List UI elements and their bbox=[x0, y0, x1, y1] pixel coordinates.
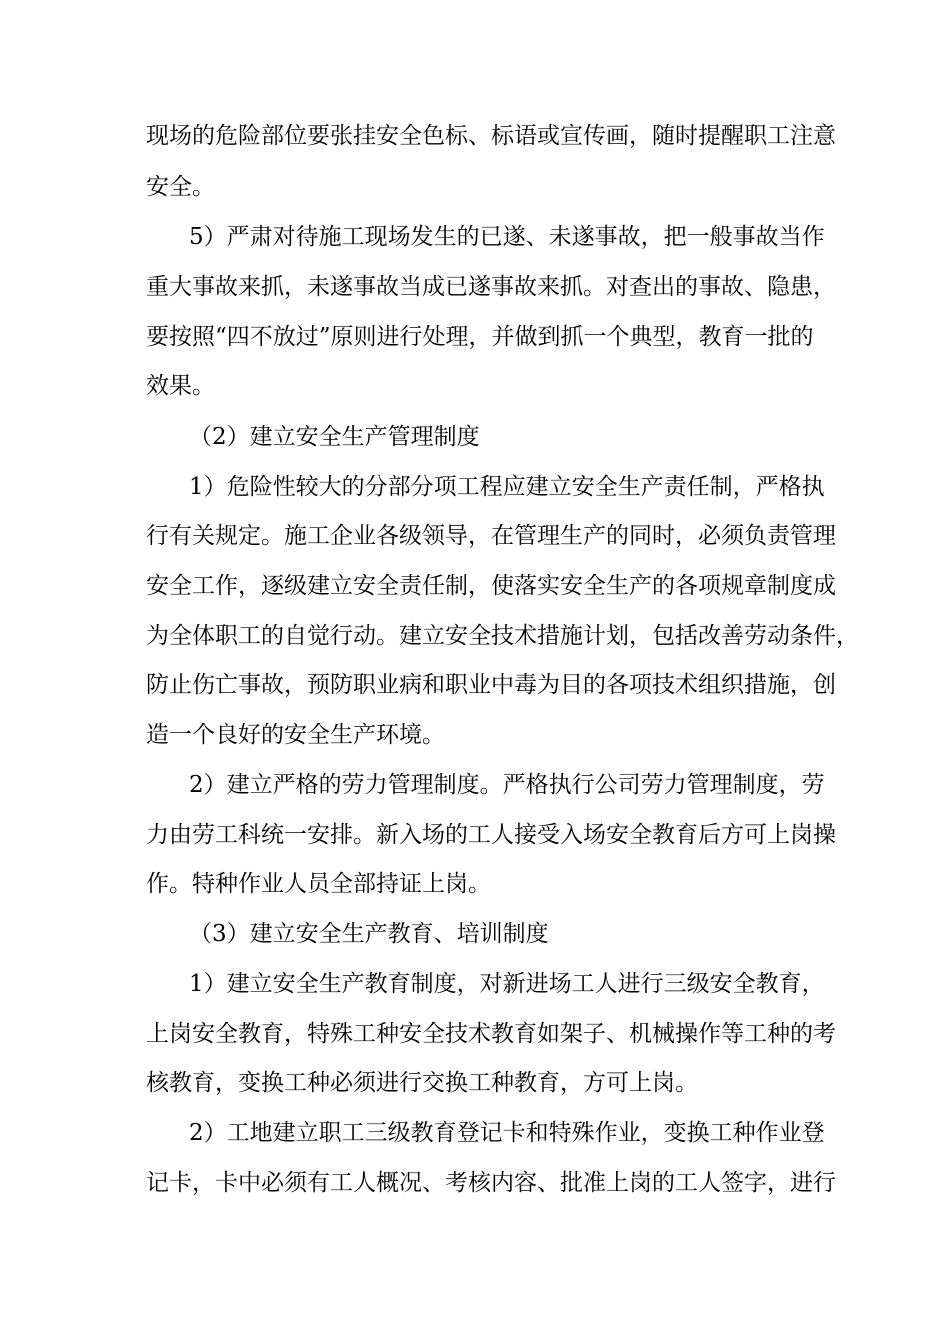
text-line-10: 安全工作，逐级建立安全责任制，使落实安全生产的各项规章制度成 bbox=[146, 573, 836, 599]
text-line-12: 防止伤亡事故，预防职业病和职业中毒为目的各项技术组织措施，创 bbox=[146, 672, 836, 698]
section-heading-2: （2）建立安全生产管理制度 bbox=[189, 424, 480, 450]
text-line-18: 1）建立安全生产教育制度，对新进场工人进行三级安全教育， bbox=[189, 971, 825, 997]
section-heading-3: （3）建立安全生产教育、培训制度 bbox=[189, 921, 549, 947]
text-line-14: 2）建立严格的劳力管理制度。严格执行公司劳力管理制度，劳 bbox=[189, 772, 825, 798]
text-line-20: 核教育，变换工种必须进行交换工种教育，方可上岗。 bbox=[146, 1070, 698, 1096]
text-line-8: 1）危险性较大的分部分项工程应建立安全生产责任制，严格执 bbox=[189, 474, 825, 500]
text-line-21: 2）工地建立职工三级教育登记卡和特殊作业，变换工种作业登 bbox=[189, 1120, 825, 1146]
text-line-22: 记卡，卡中必须有工人概况、考核内容、批准上岗的工人签字，进行 bbox=[146, 1170, 836, 1196]
text-line-15: 力由劳工科统一安排。新入场的工人接受入场安全教育后方可上岗操 bbox=[146, 822, 836, 848]
text-line-5: 要按照“四不放过”原则进行处理，并做到抓一个典型，教育一批的 bbox=[146, 324, 814, 350]
text-line-9: 行有关规定。施工企业各级领导，在管理生产的同时，必须负责管理 bbox=[146, 523, 836, 549]
text-line-3: 5）严肃对待施工现场发生的已遂、未遂事故，把一般事故当作 bbox=[189, 224, 825, 250]
text-line-19: 上岗安全教育，特殊工种安全技术教育如架子、机械操作等工种的考 bbox=[146, 1021, 836, 1047]
text-line-13: 造一个良好的安全生产环境。 bbox=[146, 722, 445, 748]
text-line-4: 重大事故来抓，未遂事故当成已遂事故来抓。对查出的事故、隐患， bbox=[146, 274, 836, 300]
text-line-1: 现场的危险部位要张挂安全色标、标语或宣传画，随时提醒职工注意 bbox=[146, 123, 836, 149]
text-line-11: 为全体职工的自觉行动。建立安全技术措施计划，包括改善劳动条件， bbox=[146, 623, 859, 649]
text-line-16: 作。特种作业人员全部持证上岗。 bbox=[146, 871, 491, 897]
text-line-6: 效果。 bbox=[146, 373, 215, 399]
text-line-2: 安全。 bbox=[146, 174, 215, 200]
